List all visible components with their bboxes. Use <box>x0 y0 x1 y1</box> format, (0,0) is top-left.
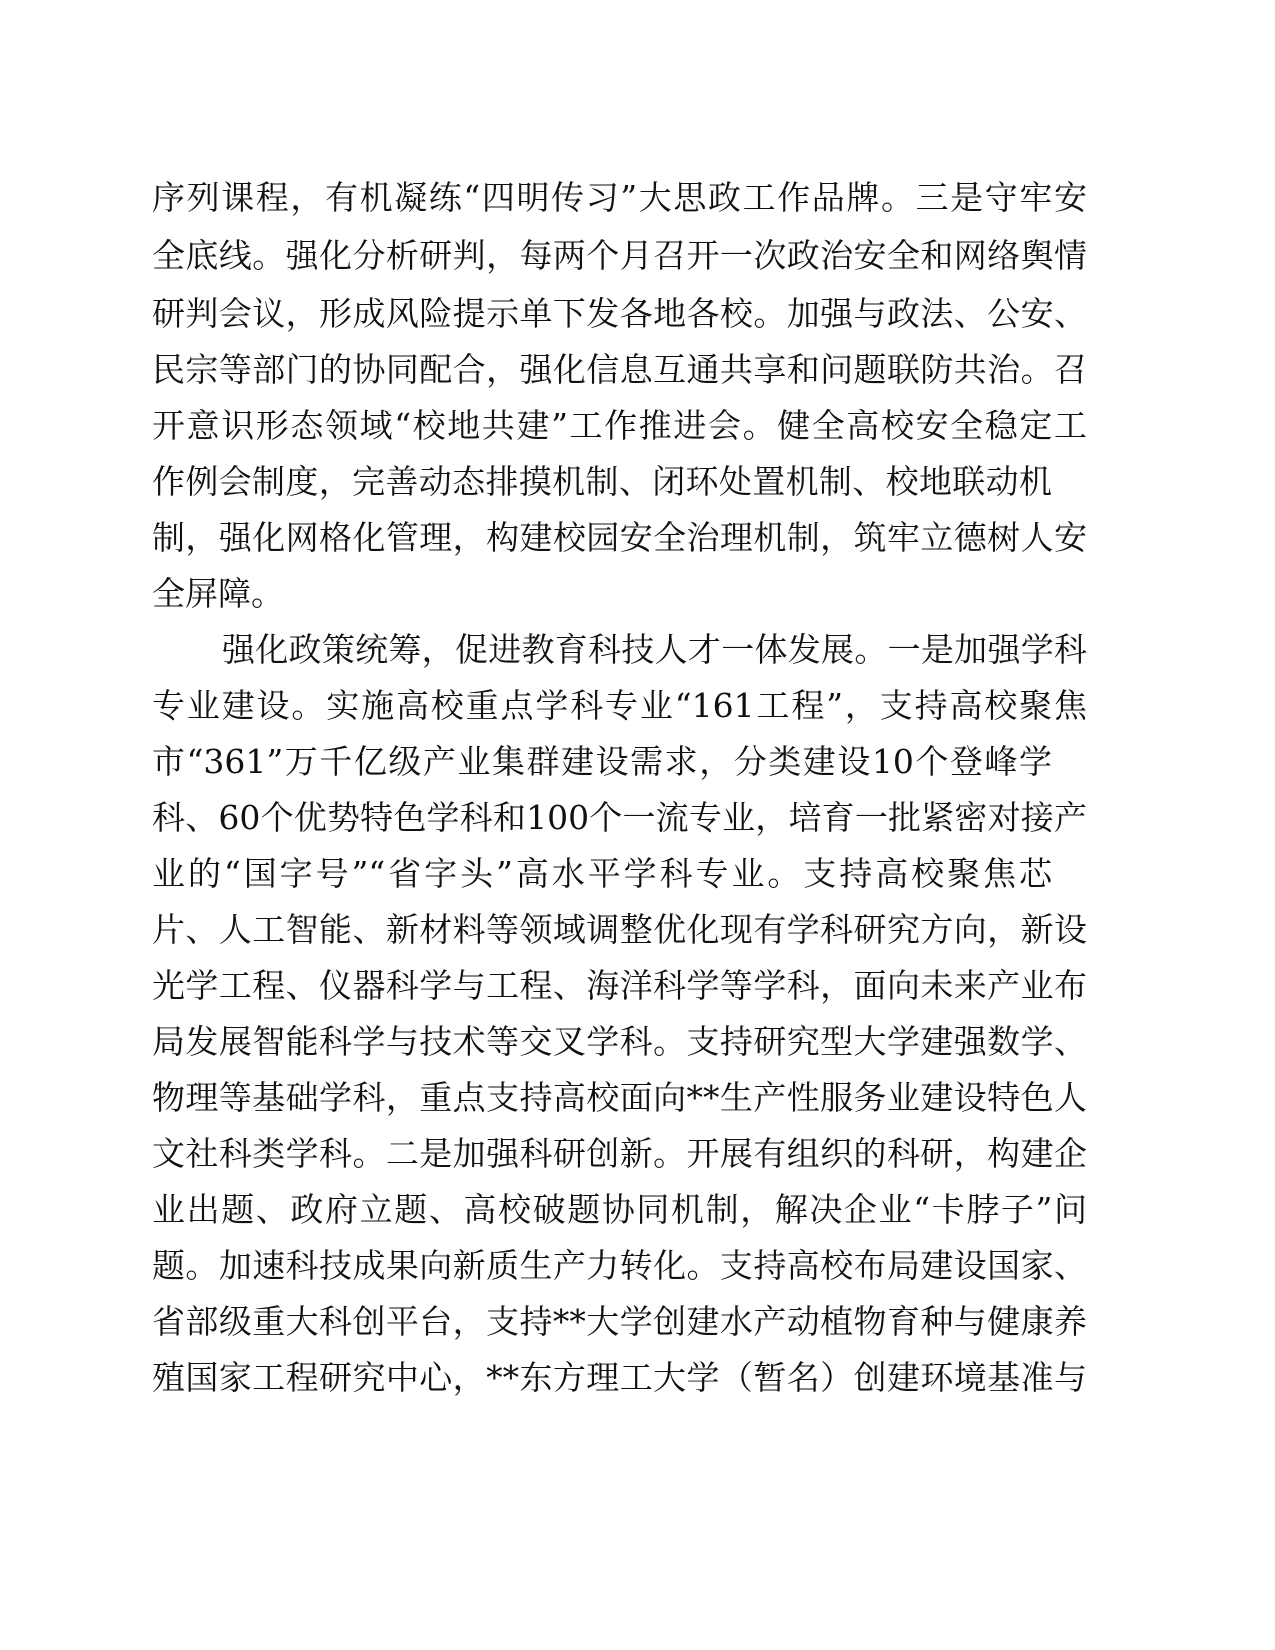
text-line: 序列课程，有机凝练“四明传习”大思政工作品牌。三是守牢安 <box>152 178 1087 217</box>
text-line: 全屏障。 <box>152 574 284 613</box>
paragraph-first-line: 强化政策统筹，促进教育科技人才一体发展。一是加强学科 <box>222 630 1087 669</box>
text-line: 研判会议，形成风险提示单下发各地各校。加强与政法、公安、 <box>152 294 1087 333</box>
text-line: 市“361”万千亿级产业集群建设需求，分类建设10个登峰学 <box>152 742 1052 781</box>
text-line: 片、人工智能、新材料等领域调整优化现有学科研究方向，新设 <box>152 910 1087 949</box>
text-line: 殖国家工程研究中心，**东方理工大学（暂名）创建环境基准与 <box>152 1358 1087 1397</box>
text-line: 科、60个优势特色学科和100个一流专业，培育一批紧密对接产 <box>152 798 1087 837</box>
text-line: 制，强化网格化管理，构建校园安全治理机制，筑牢立德树人安 <box>152 518 1087 557</box>
text-line: 专业建设。实施高校重点学科专业“161工程”，支持高校聚焦 <box>152 686 1087 725</box>
text-line: 局发展智能科学与技术等交叉学科。支持研究型大学建强数学、 <box>152 1022 1087 1061</box>
text-line: 全底线。强化分析研判，每两个月召开一次政治安全和网络舆情 <box>152 236 1087 275</box>
text-line: 省部级重大科创平台，支持**大学创建水产动植物育种与健康养 <box>152 1302 1087 1341</box>
text-line: 业的“国字号”“省字头”高水平学科专业。支持高校聚焦芯 <box>152 854 1052 893</box>
text-line: 开意识形态领域“校地共建”工作推进会。健全高校安全稳定工 <box>152 406 1087 445</box>
text-line: 物理等基础学科，重点支持高校面向**生产性服务业建设特色人 <box>152 1078 1087 1117</box>
text-line: 光学工程、仪器科学与工程、海洋科学等学科，面向未来产业布 <box>152 966 1087 1005</box>
text-line: 业出题、政府立题、高校破题协同机制，解决企业“卡脖子”问 <box>152 1190 1087 1229</box>
text-line: 民宗等部门的协同配合，强化信息互通共享和问题联防共治。召 <box>152 350 1087 389</box>
text-line: 作例会制度，完善动态排摸机制、闭环处置机制、校地联动机 <box>152 462 1052 501</box>
text-line: 文社科类学科。二是加强科研创新。开展有组织的科研，构建企 <box>152 1134 1087 1173</box>
text-line: 题。加速科技成果向新质生产力转化。支持高校布局建设国家、 <box>152 1246 1087 1285</box>
